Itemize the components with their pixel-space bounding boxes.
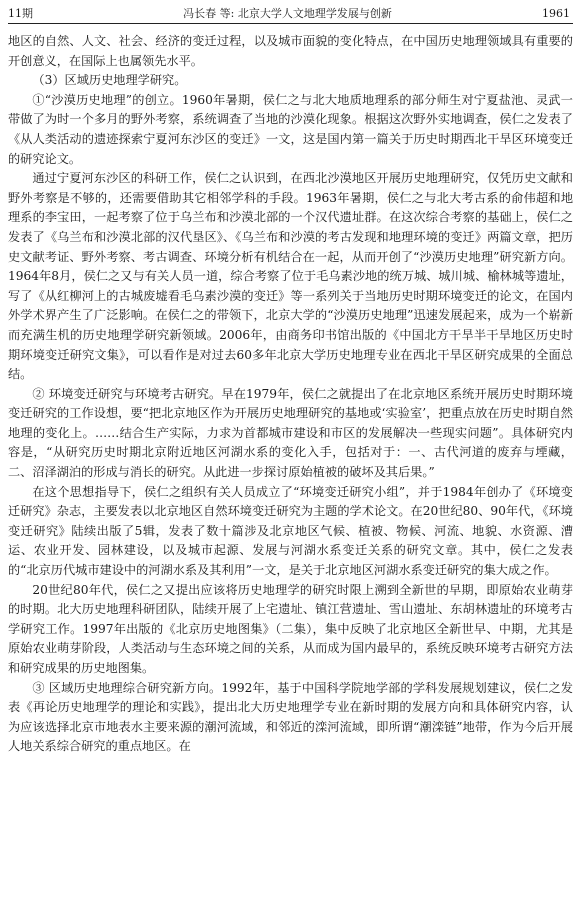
paragraph: 地区的自然、人文、社会、经济的变迁过程，以及城市面貌的变化特点，在中国历史地理领域具有重要的开创意义，在国际上也属领先水平。 <box>8 34 573 68</box>
paragraph: 通过宁夏河东沙区的科研工作，侯仁之认识到，在西北沙漠地区开展历史地理研究，仅凭历史文献和野外考察是不够的，还需要借助其它相邻学科的手段。1963年暑期，侯仁之与北大考古系的俞伟超和地理系的李宝田，一起考察了位于乌兰布和沙漠北部的一个汉代遗址群。在这次综合考察的基础上，侯仁之发表了《乌兰布和沙漠北部的汉代垦区》、《乌兰布和沙漠的考古发现和地理环境的变迁》两篇文章，把历史文献考证、野外考察、考古调查、环境分析有机结合在一起，从而开创了“沙漠历史地理”研究新方向。1964年8月，侯仁之又与有关人员一道，综合考察了位于毛乌素沙地的统万城、城川城、榆林城等遗址，写了《从红柳河上的古城废墟看毛乌素沙漠的变迁》等一系列关于当地历史时期环境变迁的论文，在国内外学术界产生了广泛影响。在侯仁之的带领下，北京大学的“沙漠历史地理”迅速发展起来，成为一个崭新而充满生机的历史地理学研究新领域。2006年，由商务印书馆出版的《中国北方干旱半干旱地区历史时期环境变迁研究文集》，可以看作是对过去60多年北京大学历史地理专业在西北干旱区研究成果的全面总结。 <box>8 171 573 382</box>
issue-label: 11期 <box>8 7 33 20</box>
paragraph: ③ 区域历史地理综合研究新方向。1992年，基于中国科学院地学部的学科发展规划建议，侯仁之发表《再论历史地理学的理论和实践》，提出北大历史地理学专业在新时期的发展方向和具体研究内容，认为应该选择北京市地表水主要来源的潮河流域，和邻近的滦河流域，即所谓“潮滦链”地带，作为今后开展人地关系综合研究的重点地区。在 <box>8 680 573 754</box>
paragraph: 20世纪80年代，侯仁之又提出应该将历史地理学的研究时限上溯到全新世的早期，即原始农业萌芽的时期。北大历史地理科研团队，陆续开展了上宅遗址、镇江营遗址、雪山遗址、东胡林遗址的环境考古学研究工作。1997年出版的《北京历史地图集》（二集），集中反映了北京地区全新世早、中期，尤其是原始农业萌芽阶段，人类活动与生态环境之间的关系，从而成为国内最早的，系统反映环境考古研究方法和研究成果的历史地图集。 <box>8 582 573 675</box>
running-title: 冯长春 等: 北京大学人文地理学发展与创新 <box>183 7 392 20</box>
paragraph: ② 环境变迁研究与环境考古研究。早在1979年，侯仁之就提出了在北京地区系统开展历史时期环境变迁研究的工作设想，要“把北京地区作为开展历史地理研究的基地或‘实验室’，把重点放在历史时期自然地理的变化上。……结合生产实际，力求为首都城市建设和市区的发展解决一些现实问题”。具体研究内容是，“从研究历史时期北京附近地区河湖水系的变化入手，包括对于：一、古代河道的废弃与堙藏，二、沼泽湖泊的形成与消长的研究。从此进一步探讨原始植被的破坏及其后果。” <box>8 386 573 480</box>
running-header <box>8 6 573 24</box>
article-body <box>8 32 573 757</box>
section-heading: （3）区域历史地理学研究。 <box>32 73 187 88</box>
paragraph: 在这个思想指导下，侯仁之组织有关人员成立了“环境变迁研究小组”，并于1984年创办了《环境变迁研究》杂志，主要发表以北京地区自然环境变迁研究为主题的学术论文。在20世纪80、90年代，《环境变迁研究》陆续出版了5辑，发表了数十篇涉及北京地区气候、植被、物候、河流、地貌、水资源、漕运、农业开发、园林建设，以及城市起源、发展与河湖水系变迁关系的研究文章。其中，侯仁之发表的“北京历代城市建设中的河湖水系及其利用”一文，是关于北京地区河湖水系变迁研究的集大成之作。 <box>8 484 573 578</box>
page-number: 1961 <box>542 7 570 20</box>
paragraph: ①“沙漠历史地理”的创立。1960年暑期，侯仁之与北大地质地理系的部分师生对宁夏盐池、灵武一带做了为时一个多月的野外考察，系统调查了当地的沙漠化现象。根据这次野外实地调查，侯仁之发表了《从人类活动的遗迹探索宁夏河东沙区的变迁》一文，这是国内第一篇关于历史时期西北干旱区环境变迁的研究论文。 <box>8 92 573 166</box>
